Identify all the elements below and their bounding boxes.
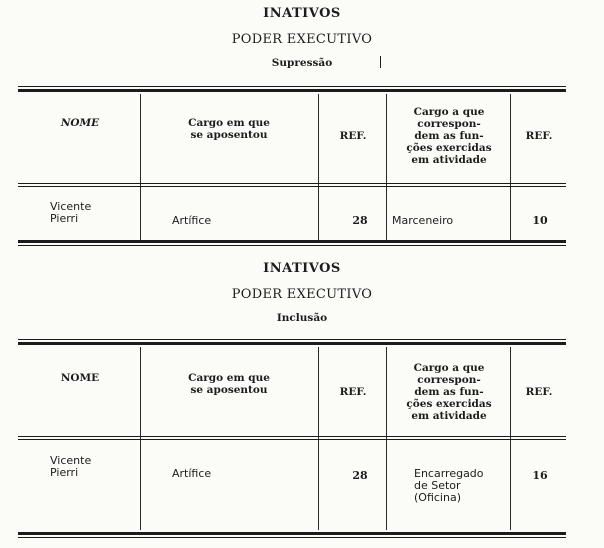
header-rule [18,183,566,184]
header-nome: NOME [60,372,100,384]
row-cargo-aposentou: Artífice [172,214,212,227]
header-rule [18,436,566,437]
section1-title: INATIVOS [263,6,341,21]
header-ref: REF. [525,386,553,398]
header-ref: REF. [339,386,367,398]
col-divider [386,94,387,240]
header-rule [18,186,566,187]
row-cargo-aposentou: Artífice [172,467,212,480]
section1-action: Supressão [271,57,333,69]
header-cargo-aposentou: Cargo em que se aposentou [188,117,270,141]
header-rule [18,439,566,440]
row-cargo-correspondem: Encarregado de Setor (Oficina) [414,467,484,504]
col-divider [318,94,319,240]
row-nome: Vicente Pierri [50,200,92,225]
section2-action: Inclusão [276,312,328,324]
header-ref: REF. [525,130,553,142]
table-top-rule-thick [18,342,566,345]
table-bottom-rule [18,245,566,246]
row-cargo-correspondem: Marceneiro [392,214,454,227]
col-divider [140,94,141,240]
row-ref: 28 [352,469,368,482]
header-cargo-correspondem: Cargo a que correspon- dem as fun- ções exercidas em atividade [406,106,492,166]
table-bottom-rule-thick [18,532,566,535]
row-ref: 16 [532,469,548,482]
row-ref: 28 [352,214,368,227]
table-bottom-rule [18,537,566,538]
table-top-rule [18,86,566,87]
table-bottom-rule-thick [18,240,566,243]
row-ref: 10 [532,214,548,227]
table-top-rule [18,339,566,340]
section2-subtitle: PODER EXECUTIVO [231,287,373,302]
header-ref: REF. [339,130,367,142]
section1-subtitle: PODER EXECUTIVO [231,32,373,47]
header-cargo-correspondem: Cargo a que correspon- dem as fun- ções exercidas em atividade [406,362,492,422]
header-cargo-aposentou: Cargo em que se aposentou [188,372,270,396]
col-divider [510,94,511,240]
stray-mark [380,56,381,68]
header-nome: NOME [60,117,100,129]
section2-title: INATIVOS [263,261,341,276]
table-top-rule-thick [18,89,566,92]
row-nome: Vicente Pierri [50,454,92,479]
